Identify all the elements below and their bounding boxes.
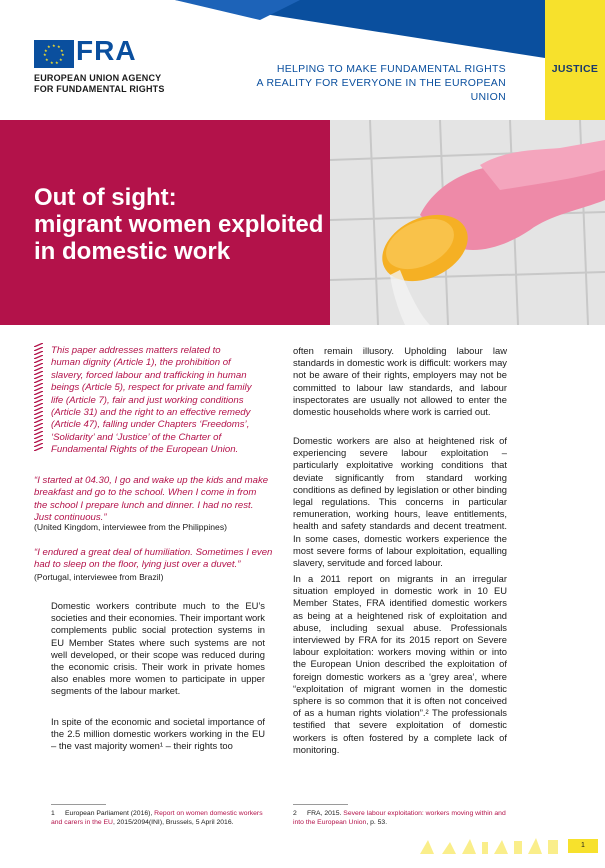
page-number: 1 [568,839,598,853]
tagline-line2: A REALITY FOR EVERYONE IN THE EUROPEAN UNION [256,77,506,103]
intro-line: Fundamental Rights of the European Union. [51,444,239,456]
quote-line: Just continuous.” [34,512,107,524]
svg-text:★: ★ [47,44,51,49]
tagline-line1: HELPING TO MAKE FUNDAMENTAL RIGHTS [276,63,506,75]
footnote-text: , p. 53. [366,819,388,826]
title-line2: migrant women exploited [34,211,324,238]
svg-text:★: ★ [52,43,56,48]
svg-text:★: ★ [60,48,64,53]
svg-text:★: ★ [57,44,61,49]
svg-text:★: ★ [61,52,65,57]
header-yellow-tab [545,0,605,120]
quote-line: “I endured a great deal of humiliation. Sometimes I even [34,547,273,558]
intro-line: life (Article 7), fair and just working conditions [51,394,244,406]
quote-line: the school I prepare lunch and dinner. I had no rest. [34,499,254,511]
header-tagline [240,62,506,104]
section-label: JUSTICE [551,63,599,75]
quote-line: had to sleep on the floor, lying just over a duvet.” [34,559,241,571]
quote-1-source: (United Kingdom, interviewee from the Philippines) [34,522,227,532]
agency-name-line2: FOR FUNDAMENTAL RIGHTS [34,84,165,94]
eu-flag-icon [34,40,74,68]
body-paragraph: In a 2011 report on migrants in an irregular situation employed in domestic work in 10 EU Member States, FRA identified domestic workers as being at a heightened risk of exploitation and abuse, including sexual abuse. Professionals interviewed by FRA for its 2015 report on Severe labour exploitation: workers moving within or into the European Union described the exploitation of foreign domestic workers as a ‘grey area’, where “exploitation of migrant women in the domestic sphere is so common that it is often not conceived of as a human rights violation”.² The professionals testified that severe exploitation of domestic workers is often fostered by a complete lack of monitoring. [293,573,507,755]
intro-line: (Article 47), falling under Chapters ‘Freedoms’, [51,419,250,431]
svg-text:★: ★ [59,57,63,62]
intro-line: beings (Article 5), respect for private and family [51,382,252,394]
intro-line: This paper addresses matters related to [51,345,221,356]
hatch-decoration [34,343,43,451]
footnote-text: FRA, 2015. [307,810,344,817]
intro-line: slavery, forced labour and trafficking in human [51,369,247,381]
agency-name-line1: EUROPEAN UNION AGENCY [34,73,162,83]
body-paragraph: Domestic workers are also at heightened risk of experiencing severe labour exploitation – particularly exploitative working conditions that deviate significantly from standard working conditions as defined by legislation or other binding legal regulations. This concerns in particular remuneration, working hours, leave entitlements, health and safety standards and decent treatment. In some cases, domestic workers experience the most severe forms of labour exploitation, equalling slavery, servitude and forced labour. [293,435,507,569]
title-line3: in domestic work [34,238,231,265]
svg-text:★: ★ [44,48,48,53]
agency-name [34,73,165,95]
quote-2-source: (Portugal, interviewee from Brazil) [34,572,164,582]
footer-decoration [420,836,585,856]
footnote-text: , 2015/2094(INI), Brussels, 5 April 2016. [112,819,234,826]
footnote-text: European Parliament (2016), [65,810,155,817]
intro-line: human dignity (Article 1), the prohibition of [51,357,231,369]
svg-text:★: ★ [50,60,54,65]
body-paragraph: Domestic workers contribute much to the EU’s societies and their economies. Their important work complements public social protection systems in EU Member States where such systems are not well developed, or their scope was reduced during the economic crisis. Their work in private homes also enables more women to participate in upper segments of the labour market. [51,600,265,697]
fra-logo-text: FRA [76,35,137,66]
hero-photo-glove-sponge [330,120,605,325]
body-paragraph: often remain illusory. Upholding labour law standards in domestic work is difficult: workers may not be aware of their rights, employers may not be committed to labour law standards, and labour inspectorates are usually not allowed to enter the domestic households where work is carried out. [293,345,507,418]
quote-line: breakfast and go to the school. When I come in from [34,487,257,499]
footnote-link[interactable]: Severe labour exploitation: workers moving within and into the European Union [293,810,506,826]
svg-text:★: ★ [45,57,49,62]
intro-line: ‘Solidarity’ and ‘Justice’ of the Charter of [51,431,222,443]
quote-1 [34,475,279,525]
footnote-number: 1 [51,810,55,817]
footnote-1 [51,809,265,827]
footnote-2 [293,809,507,827]
footnote-divider [51,804,106,805]
body-paragraph: In spite of the economic and societal importance of the 2.5 million domestic workers working in the EU – the vast majority women¹ – their rights too [51,716,265,752]
footnote-divider [293,804,348,805]
quote-2 [34,547,279,572]
svg-text:★: ★ [55,60,59,65]
intro-line: (Article 31) and the right to an effective remedy [51,407,251,419]
title-line1: Out of sight: [34,184,177,211]
footnote-number: 2 [293,810,297,817]
quote-line: “I started at 04.30, I go and wake up the kids and make [34,475,269,486]
document-title [34,184,334,265]
intro-charter-text [51,345,269,457]
svg-text:★: ★ [43,52,47,57]
footnote-link[interactable]: Report on women domestic workers and carers in the EU [51,810,263,826]
